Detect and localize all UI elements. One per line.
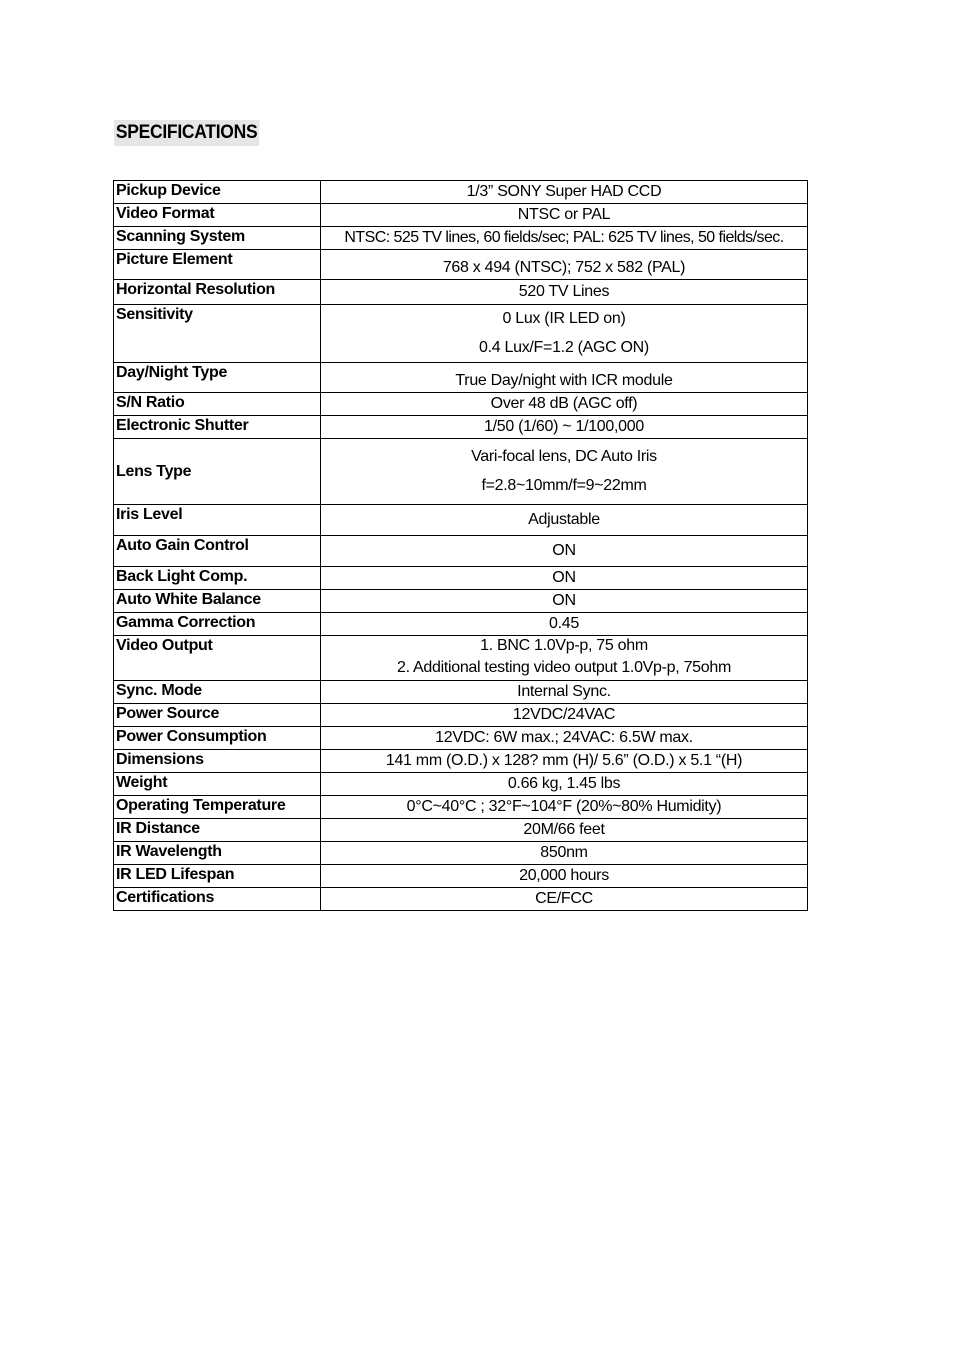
- table-row: [114, 227, 808, 250]
- spec-label: Picture Element: [114, 250, 321, 280]
- page-title: SPECIFICATIONS: [114, 120, 259, 146]
- table-row: [114, 280, 808, 305]
- spec-label: Lens Type: [114, 439, 321, 505]
- table-row: [114, 704, 808, 727]
- spec-value: 12VDC/24VAC: [321, 704, 808, 727]
- spec-value: NTSC or PAL: [321, 204, 808, 227]
- spec-label: Sync. Mode: [114, 681, 321, 704]
- spec-value: Over 48 dB (AGC off): [321, 393, 808, 416]
- spec-value: 768 x 494 (NTSC); 752 x 582 (PAL): [321, 250, 808, 280]
- spec-label: Video Output: [114, 636, 321, 681]
- spec-value: 1/3” SONY Super HAD CCD: [321, 181, 808, 204]
- table-row: [114, 750, 808, 773]
- table-row: [114, 416, 808, 439]
- spec-value: 850nm: [321, 842, 808, 865]
- spec-value: Vari-focal lens, DC Auto Iris f=2.8~10mm/f=9~22mm: [321, 439, 808, 505]
- spec-label: Gamma Correction: [114, 613, 321, 636]
- spec-value: 20,000 hours: [321, 865, 808, 888]
- spec-label: Certifications: [114, 888, 321, 911]
- table-row: [114, 590, 808, 613]
- spec-value: 1/50 (1/60) ~ 1/100,000: [321, 416, 808, 439]
- table-row: [114, 567, 808, 590]
- spec-label: Dimensions: [114, 750, 321, 773]
- spec-value: 0 Lux (IR LED on) 0.4 Lux/F=1.2 (AGC ON): [321, 305, 808, 363]
- spec-value: 12VDC: 6W max.; 24VAC: 6.5W max.: [321, 727, 808, 750]
- table-row: [114, 393, 808, 416]
- table-row: [114, 536, 808, 567]
- table-row: [114, 250, 808, 280]
- spec-value: 0.45: [321, 613, 808, 636]
- table-row: [114, 773, 808, 796]
- table-row: [114, 888, 808, 911]
- spec-value: ON: [321, 567, 808, 590]
- table-row: [114, 819, 808, 842]
- spec-value: CE/FCC: [321, 888, 808, 911]
- table-row: [114, 796, 808, 819]
- spec-label: Pickup Device: [114, 181, 321, 204]
- spec-value: Internal Sync.: [321, 681, 808, 704]
- spec-label: S/N Ratio: [114, 393, 321, 416]
- spec-value: ON: [321, 590, 808, 613]
- spec-label: IR LED Lifespan: [114, 865, 321, 888]
- table-row: [114, 363, 808, 393]
- spec-value: 20M/66 feet: [321, 819, 808, 842]
- spec-label: Day/Night Type: [114, 363, 321, 393]
- spec-label: Horizontal Resolution: [114, 280, 321, 305]
- table-row: [114, 305, 808, 363]
- spec-label: Sensitivity: [114, 305, 321, 363]
- table-row: [114, 439, 808, 505]
- spec-value: ON: [321, 536, 808, 567]
- spec-value: Adjustable: [321, 505, 808, 536]
- table-row: [114, 727, 808, 750]
- spec-value: 141 mm (O.D.) x 128? mm (H)/ 5.6” (O.D.) x 5.1 “(H): [321, 750, 808, 773]
- spec-label: Power Source: [114, 704, 321, 727]
- specifications-table: [113, 180, 808, 911]
- spec-value: NTSC: 525 TV lines, 60 fields/sec; PAL: 625 TV lines, 50 fields/sec.: [321, 227, 808, 250]
- spec-label: Power Consumption: [114, 727, 321, 750]
- spec-label: Video Format: [114, 204, 321, 227]
- spec-value: True Day/night with ICR module: [321, 363, 808, 393]
- spec-label: Operating Temperature: [114, 796, 321, 819]
- table-row: [114, 681, 808, 704]
- spec-label: IR Distance: [114, 819, 321, 842]
- spec-value: 520 TV Lines: [321, 280, 808, 305]
- spec-label: Scanning System: [114, 227, 321, 250]
- spec-label: Electronic Shutter: [114, 416, 321, 439]
- spec-label: Auto White Balance: [114, 590, 321, 613]
- spec-label: Iris Level: [114, 505, 321, 536]
- spec-value: 0°C~40°C ; 32°F~104°F (20%~80% Humidity): [321, 796, 808, 819]
- table-row: [114, 865, 808, 888]
- spec-label: Back Light Comp.: [114, 567, 321, 590]
- spec-value: 1. BNC 1.0Vp-p, 75 ohm 2. Additional testing video output 1.0Vp-p, 75ohm: [321, 636, 808, 681]
- table-row: [114, 613, 808, 636]
- spec-label: Auto Gain Control: [114, 536, 321, 567]
- table-row: [114, 842, 808, 865]
- table-row: [114, 505, 808, 536]
- table-row: [114, 204, 808, 227]
- spec-value: 0.66 kg, 1.45 lbs: [321, 773, 808, 796]
- table-row: [114, 636, 808, 681]
- spec-label: IR Wavelength: [114, 842, 321, 865]
- spec-label: Weight: [114, 773, 321, 796]
- table-row: [114, 181, 808, 204]
